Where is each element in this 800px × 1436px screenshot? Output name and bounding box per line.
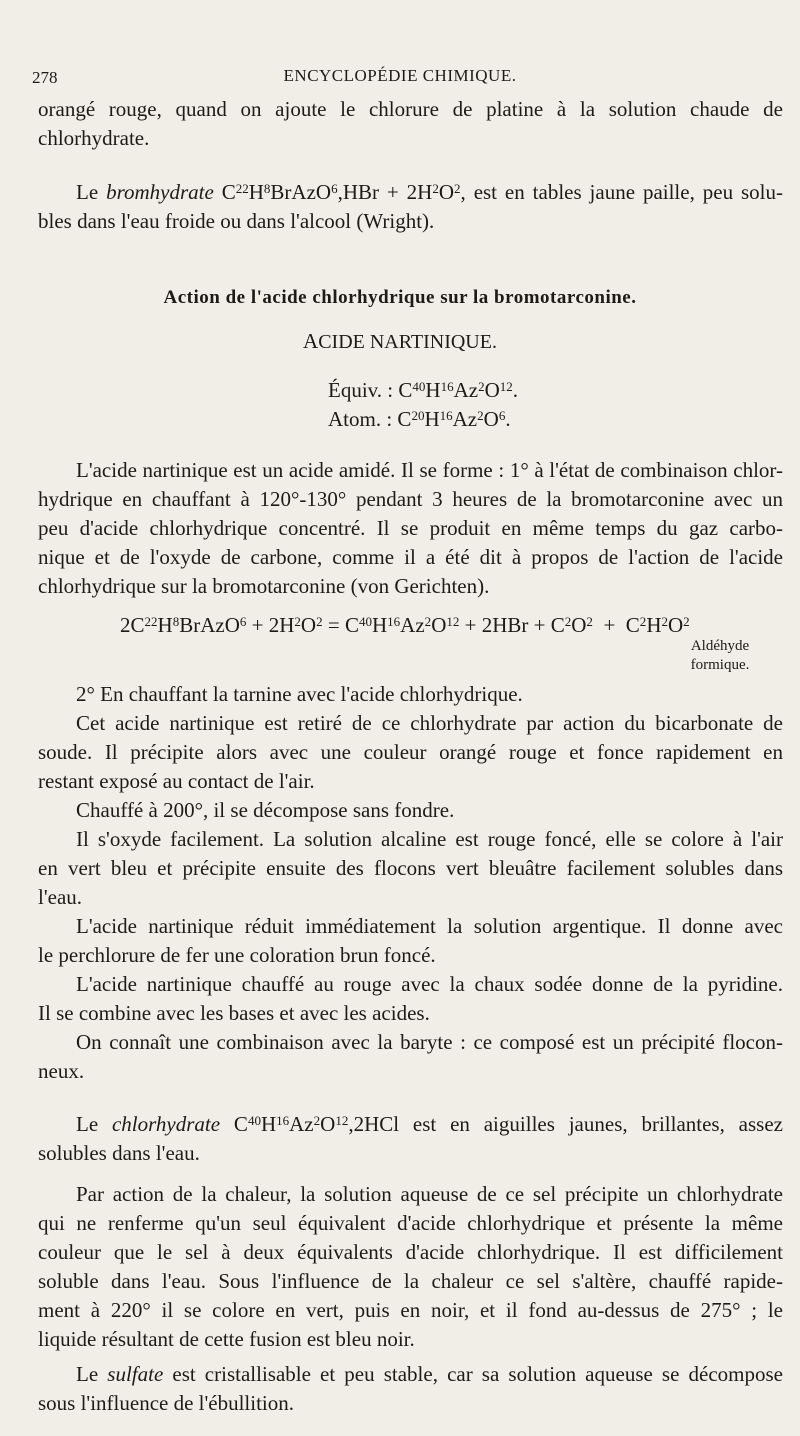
- running-header: [0, 64, 800, 88]
- text-line: liquide résultant de cette fusion est bleu noir.: [38, 1327, 415, 1351]
- text-line: Par action de la chaleur, la solution aqueuse de ce sel précipite un chlorhydrate: [76, 1182, 783, 1206]
- text-line: soluble dans l'eau. Sous l'influence de la chaleur ce sel s'altère, chauffé rapide-: [38, 1269, 783, 1293]
- text-line: Le chlorhydrate $C^{40}H^{16}Az^2O^{12},2HCl$ est en aiguilles jaunes, brillantes, assez: [76, 1112, 783, 1136]
- running-title: ENCYCLOPÉDIE CHIMIQUE.: [283, 66, 517, 85]
- text-line: Le sulfate est cristallisable et peu stable, car sa solution aqueuse se décompose: [76, 1362, 783, 1386]
- text-line: peu d'acide chlorhydrique concentré. Il se produit en même temps du gaz carbo-: [38, 516, 783, 540]
- text-line: chlorhydrate.: [38, 126, 150, 150]
- text-line: neux.: [38, 1059, 85, 1083]
- text-line: le perchlorure de fer une coloration brun foncé.: [38, 943, 436, 967]
- text-line: solubles dans l'eau.: [38, 1141, 200, 1165]
- text-line: restant exposé au contact de l'air.: [38, 769, 315, 793]
- text-line: Il s'oxyde facilement. La solution alcaline est rouge foncé, elle se colore à l'air: [76, 827, 783, 851]
- text-line: 2° En chauffant la tarnine avec l'acide chlorhydrique.: [76, 682, 523, 706]
- text-line: qui ne renferme qu'un seul équivalent d'acide chlorhydrique et présente la même: [38, 1211, 783, 1235]
- equation-note: Aldéhyde: [690, 638, 750, 654]
- text-line: L'acide nartinique réduit immédiatement la solution argentique. Il donne avec: [76, 914, 783, 938]
- text-line: On connaît une combinaison avec la baryte : ce composé est un précipité flocon-: [76, 1030, 783, 1054]
- compound-heading: ACIDE NARTINIQUE.: [303, 329, 497, 353]
- text-line: soude. Il précipite alors avec une couleur orangé rouge et fonce rapidement en: [38, 740, 783, 764]
- text-line: hydrique en chauffant à 120°-130° pendant 3 heures de la bromotarconine avec un: [38, 487, 783, 511]
- text-line: bles dans l'eau froide ou dans l'alcool (Wright).: [38, 209, 435, 233]
- section-heading: Action de l'acide chlorhydrique sur la bromotarconine.: [163, 287, 637, 308]
- text-line: ment à 220° il se colore en vert, puis en noir, et il fond au-dessus de 275° ; le: [38, 1298, 783, 1322]
- text-line: L'acide nartinique chauffé au rouge avec la chaux sodée donne de la pyridine.: [76, 972, 783, 996]
- text-line: L'acide nartinique est un acide amidé. Il se forme : 1° à l'état de combinaison chlor-: [76, 458, 783, 482]
- page-number: 278: [32, 68, 58, 87]
- text-line: en vert bleu et précipite ensuite des flocons vert bleuâtre facilement solubles dans: [38, 856, 783, 880]
- text-line: l'eau.: [38, 885, 83, 909]
- text-line: Chauffé à 200°, il se décompose sans fondre.: [76, 798, 455, 822]
- text-line: Le bromhydrate $C^{22}H^8BrAzO^6,HBr + 2H^2O^2$, est en tables jaune paille, peu solu-: [76, 180, 783, 204]
- text-line: Cet acide nartinique est retiré de ce chlorhydrate par action du bicarbonate de: [76, 711, 783, 735]
- text-line: couleur que le sel à deux équivalents d'acide chlorhydrique. Il est difficilement: [38, 1240, 783, 1264]
- text-line: sous l'influence de l'ébullition.: [38, 1391, 295, 1415]
- text-line: chlorhydrique sur la bromotarconine (von Gerichten).: [38, 574, 490, 598]
- text-line: orangé rouge, quand on ajoute le chlorure de platine à la solution chaude de: [38, 97, 783, 121]
- formula-equiv: Équiv. : $C^{40}H^{16}Az^2O^{12}$.: [328, 378, 519, 402]
- equation-note: formique.: [690, 657, 750, 673]
- text-line: Il se combine avec les bases et avec les acides.: [38, 1001, 430, 1025]
- formula-atom: Atom. : $C^{20}H^{16}Az^2O^6$.: [328, 407, 511, 431]
- reaction-equation: $2C^{22}H^8BrAzO^6 + 2H^2O^2 = C^{40}H^{16}Az^2O^{12} + 2HBr + C^2O^2 + C^2H^2O^2$: [120, 613, 690, 637]
- text-line: nique et de l'oxyde de carbone, comme il a été dit à propos de l'action de l'acide: [38, 545, 783, 569]
